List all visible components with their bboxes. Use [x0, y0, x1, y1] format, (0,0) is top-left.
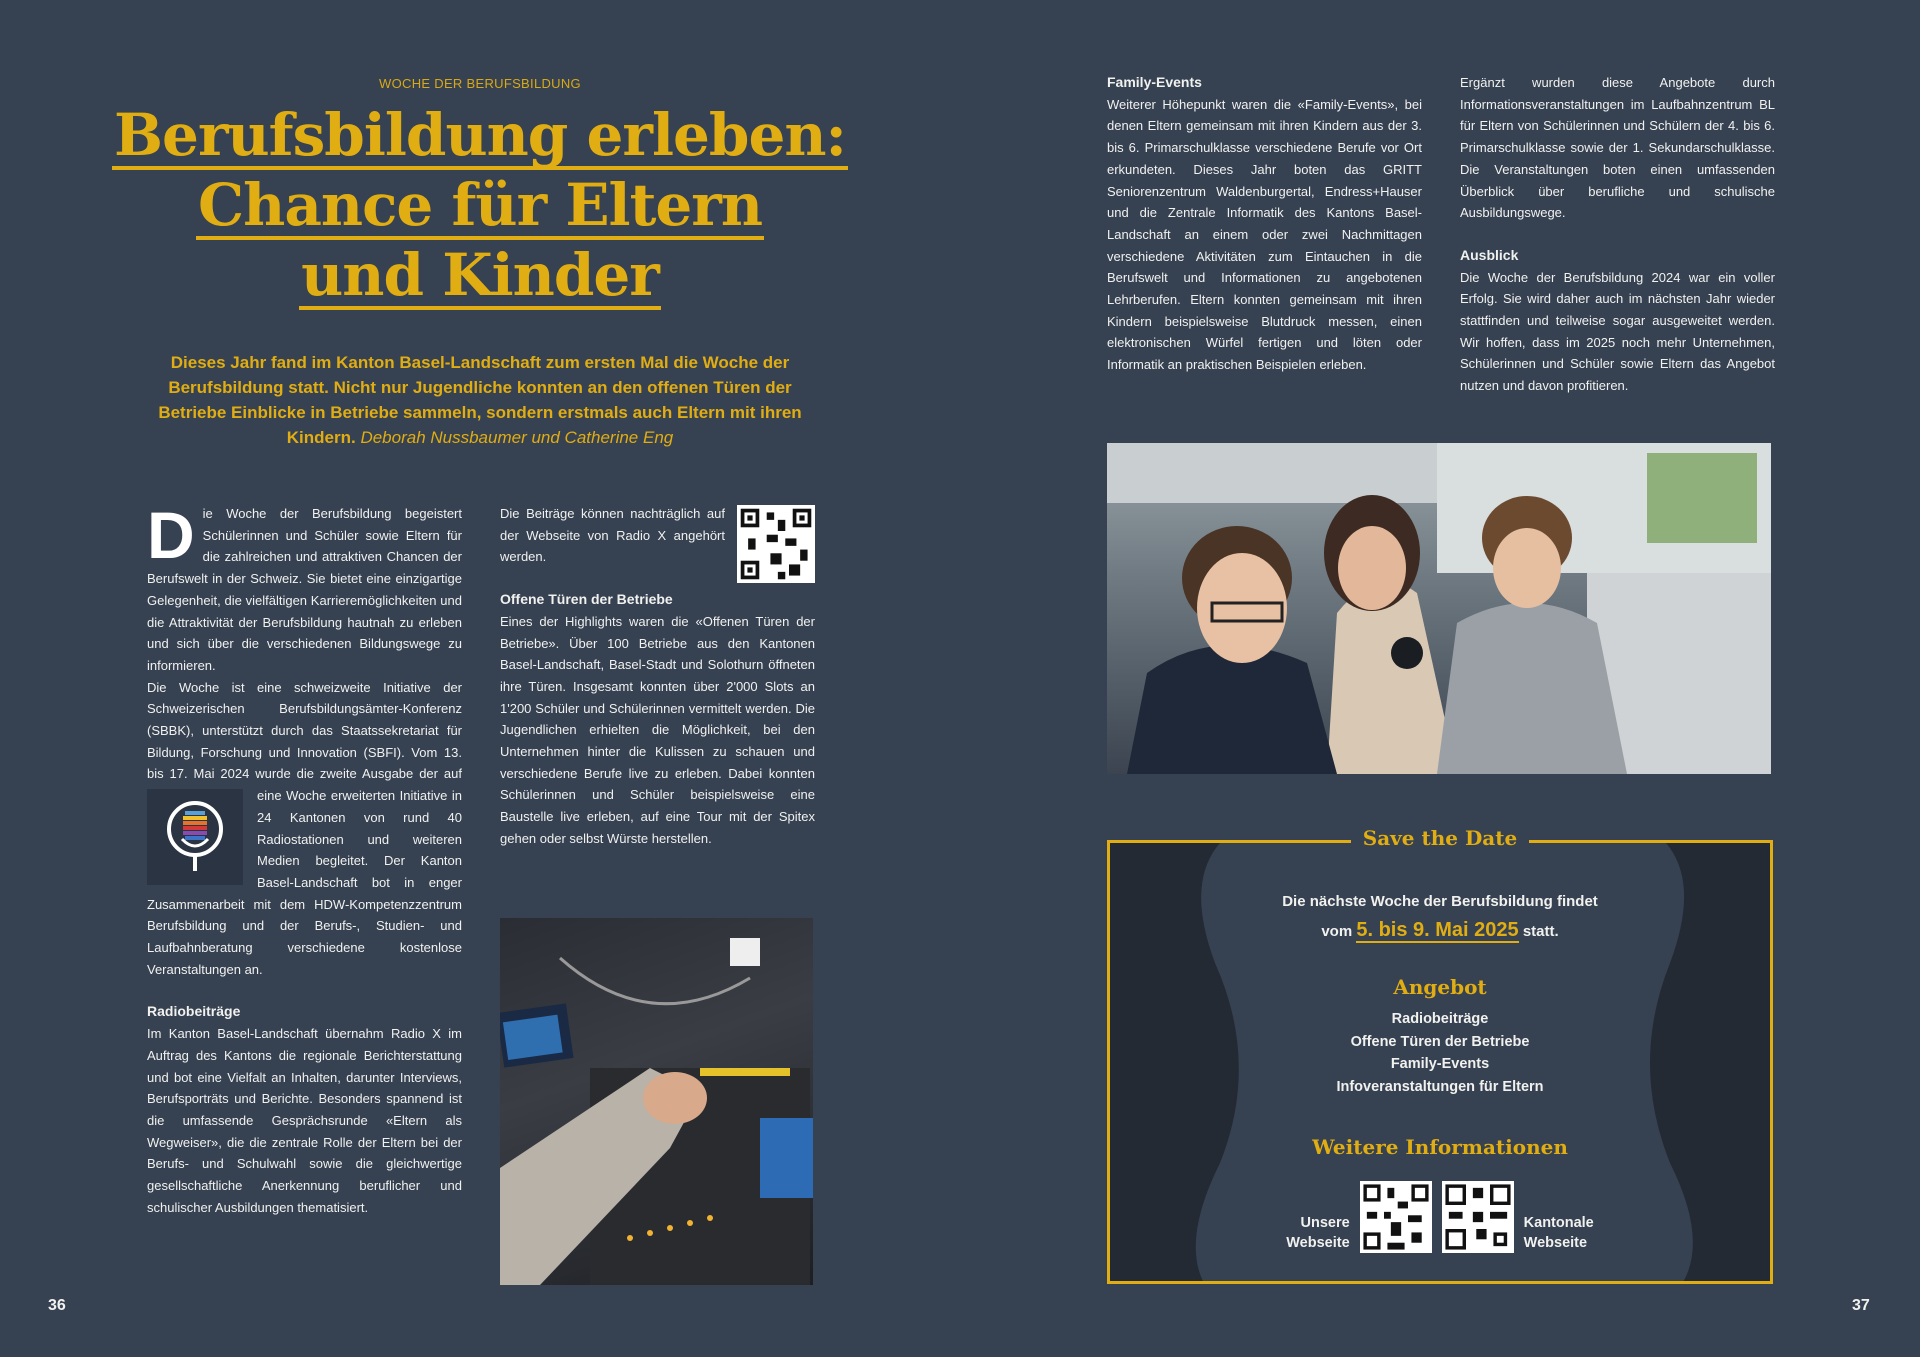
save-the-date-title: Save the Date	[1351, 826, 1529, 850]
paragraph	[500, 503, 815, 568]
kicker: WOCHE DER BERUFSBILDUNG	[379, 76, 581, 91]
save-date-line1: Die nächste Woche der Berufsbildung findet	[1282, 893, 1598, 910]
section-heading-radio: Radiobeiträge	[147, 1003, 241, 1020]
event-date: 5. bis 9. Mai 2025	[1356, 919, 1519, 941]
paragraph-text: Die Woche ist eine schweizweite Initiative der Schweizerischen Berufsbildungsämter-Konferenz (SBBK), unterstützt durch das Staatssekretariat für Bildung, Forschung und Innovation (SBFI). Vom 13. bis 17. Mai 2024 wurde die zweite Ausgabe der auf eine Woche erweiter	[147, 679, 462, 804]
title-line: Berufsbildung erleben:	[114, 101, 846, 169]
paragraph-text: ie Woche der Berufsbildung begeistert Schülerinnen und Schüler sowie Eltern für die zahlreichen und attraktiven Chancen der Berufswelt in der Schweiz. Sie bietet eine einzigartige Gelegenheit, die vielfältigen Karrieremöglichkeiten und die Attraktivität der Berufsbildung hautnah zu erleben und sich über die verschiedenen Bildungswege zu informieren.	[147, 506, 462, 673]
paragraph: Ergänzt wurden diese Angebote durch Informationsveranstaltungen im Laufbahnzentrum BL für Eltern von Schülerinnen und Schülern der 4. bis 6. Primarschulklasse sowie der 1. Sekundarschulklasse. Die Veranstaltungen boten einen umfassenden Überblick über berufliche und schulische Ausbildungswege.	[1460, 75, 1775, 221]
qr-code-radio-x[interactable]	[737, 505, 815, 583]
title-line: und Kinder	[301, 241, 659, 309]
weitere-info-heading: Weitere Informationen	[1312, 1135, 1568, 1159]
paragraph-text: ten Initiative in 24 Kantonen von rund 40 Radiostationen und weiteren Medien begleitet. Der Kanton Basel-Landschaft bot in enger Zusammenarbeit mit dem HDW-Kompetenzzentrum Berufsbildung und der Berufs-, Studien- und Laufbahnberatung verschiedene kostenlose Veranstaltungen an.	[147, 788, 462, 977]
angebot-item: Infoveranstaltungen für Eltern	[1336, 1078, 1544, 1095]
paragraph	[147, 677, 462, 981]
label-line: Webseite	[1286, 1235, 1350, 1251]
qr-left-label	[1286, 1213, 1349, 1253]
angebot-list	[1110, 1008, 1770, 1098]
paragraph: Im Kanton Basel-Landschaft übernahm Radio X im Auftrag des Kantons die regionale Berichterstattung und bot eine Vielfalt an Inhalten, darunter Interviews, Berufsporträts und Berichte. Besonders spannend ist die umfassende Gesprächsrunde «Eltern als Wegweiser», die die zentrale Rolle der Eltern bei der Berufs- und Schulwahl sowie die gleichwertige gesellschaftliche Anerkennung beruflicher und schulischer Ausbildungen thematisiert.	[147, 1026, 462, 1215]
qr-code-kantonale-webseite[interactable]	[1442, 1181, 1514, 1253]
paragraph: Eines der Highlights waren die «Offenen Türen der Betriebe». Über 100 Betriebe aus den Kantonen Basel-Landschaft, Basel-Stadt und Solothurn öffneten ihre Türen. Insgesamt konnten über 2'000 Slots an 1'200 Schüler und Schülerinnen vermittelt werden. Die Jugendlichen erhielten die Möglichkeit, bei den Unternehmen hinter die Kulissen zu schauen und verschiedene Berufe live zu erleben. Dabei konnten Schülerinnen und Schüler beispielsweise eine Baustelle live erleben, auf eine Tour mit der Spitex gehen oder selbst Würste herstellen.	[500, 613, 815, 846]
lead-paragraph	[140, 350, 820, 450]
article-title	[0, 100, 960, 310]
section-heading-offene-tueren: Offene Türen der Betriebe	[500, 591, 673, 608]
label-line: Unsere	[1300, 1215, 1350, 1231]
paragraph-text: Die Beiträge können nachträglich auf der Webseite von Radio X angehört werden.	[500, 506, 725, 565]
angebot-item: Family-Events	[1390, 1056, 1490, 1072]
label-line: Webseite	[1523, 1235, 1588, 1251]
angebot-heading: Angebot	[1393, 975, 1487, 999]
paragraph	[147, 498, 462, 677]
author-byline: Deborah Nussbaumer und Catherine Eng	[360, 428, 674, 447]
angebot-item: Radiobeiträge	[1391, 1011, 1489, 1027]
save-date-statt: statt.	[1522, 923, 1559, 940]
lead-text: Dieses Jahr fand im Kanton Basel-Landschaft zum ersten Mal die Woche der Berufsbildung statt. Nicht nur Jugendliche konnten an den offenen Türen der Betriebe Einblicke in Betriebe sammeln, sondern erstmals auch Eltern mit ihren Kindern.	[158, 353, 802, 447]
angebot-item: Offene Türen der Betriebe	[1350, 1033, 1530, 1050]
save-the-date-box	[1107, 840, 1773, 1284]
drop-cap: D	[147, 498, 195, 572]
photo-mixing-console	[500, 918, 813, 1285]
label-line: Kantonale	[1523, 1215, 1594, 1231]
page-number-right: 37	[1852, 1297, 1870, 1314]
title-line: Chance für Eltern	[197, 171, 763, 239]
radio-microphone-icon	[147, 789, 243, 885]
page-number-left: 36	[48, 1297, 66, 1314]
section-heading-ausblick: Ausblick	[1460, 246, 1519, 263]
column-2	[500, 503, 815, 850]
qr-right-label	[1524, 1213, 1594, 1253]
save-date-vom: vom	[1321, 923, 1353, 940]
paragraph: Weiterer Höhepunkt waren die «Family-Events», bei denen Eltern gemeinsam mit ihren Kindern aus der 3. bis 6. Primarschulklasse verschiedene Berufe vor Ort erkundeten. Dieses Jahr boten das GRITT Seniorenzentrum Waldenburgertal, Endress+Hauser und die Zentrale Informatik des Kantons Basel-Landschaft an einem oder zwei Nachmittagen verschiedene Aktivitäten zum Eintauchen in die Berufswelt und Informationen zu angebotenen Lehrberufen. Eltern konnten gemeinsam mit ihren Kindern beispielsweise Blutdruck messen, einen elektronischen Würfel fertigen und löten oder Informatik an praktischen Beispielen erleben.	[1107, 96, 1422, 373]
column-3	[1107, 72, 1422, 376]
qr-code-unsere-webseite[interactable]	[1360, 1181, 1432, 1253]
column-4	[1460, 72, 1775, 397]
section-heading-family-events: Family-Events	[1107, 74, 1202, 90]
paragraph: Die Woche der Berufsbildung 2024 war ein voller Erfolg. Sie wird daher auch im nächsten Jahr wieder stattfinden und teilweise sogar ausgeweitet werden. Wir hoffen, dass im 2025 noch mehr Unternehmen, Schülerinnen und Schüler sowie Eltern das Angebot nutzen und davon profitieren.	[1460, 269, 1775, 394]
column-1	[147, 498, 462, 1219]
photo-family-event	[1107, 443, 1771, 774]
